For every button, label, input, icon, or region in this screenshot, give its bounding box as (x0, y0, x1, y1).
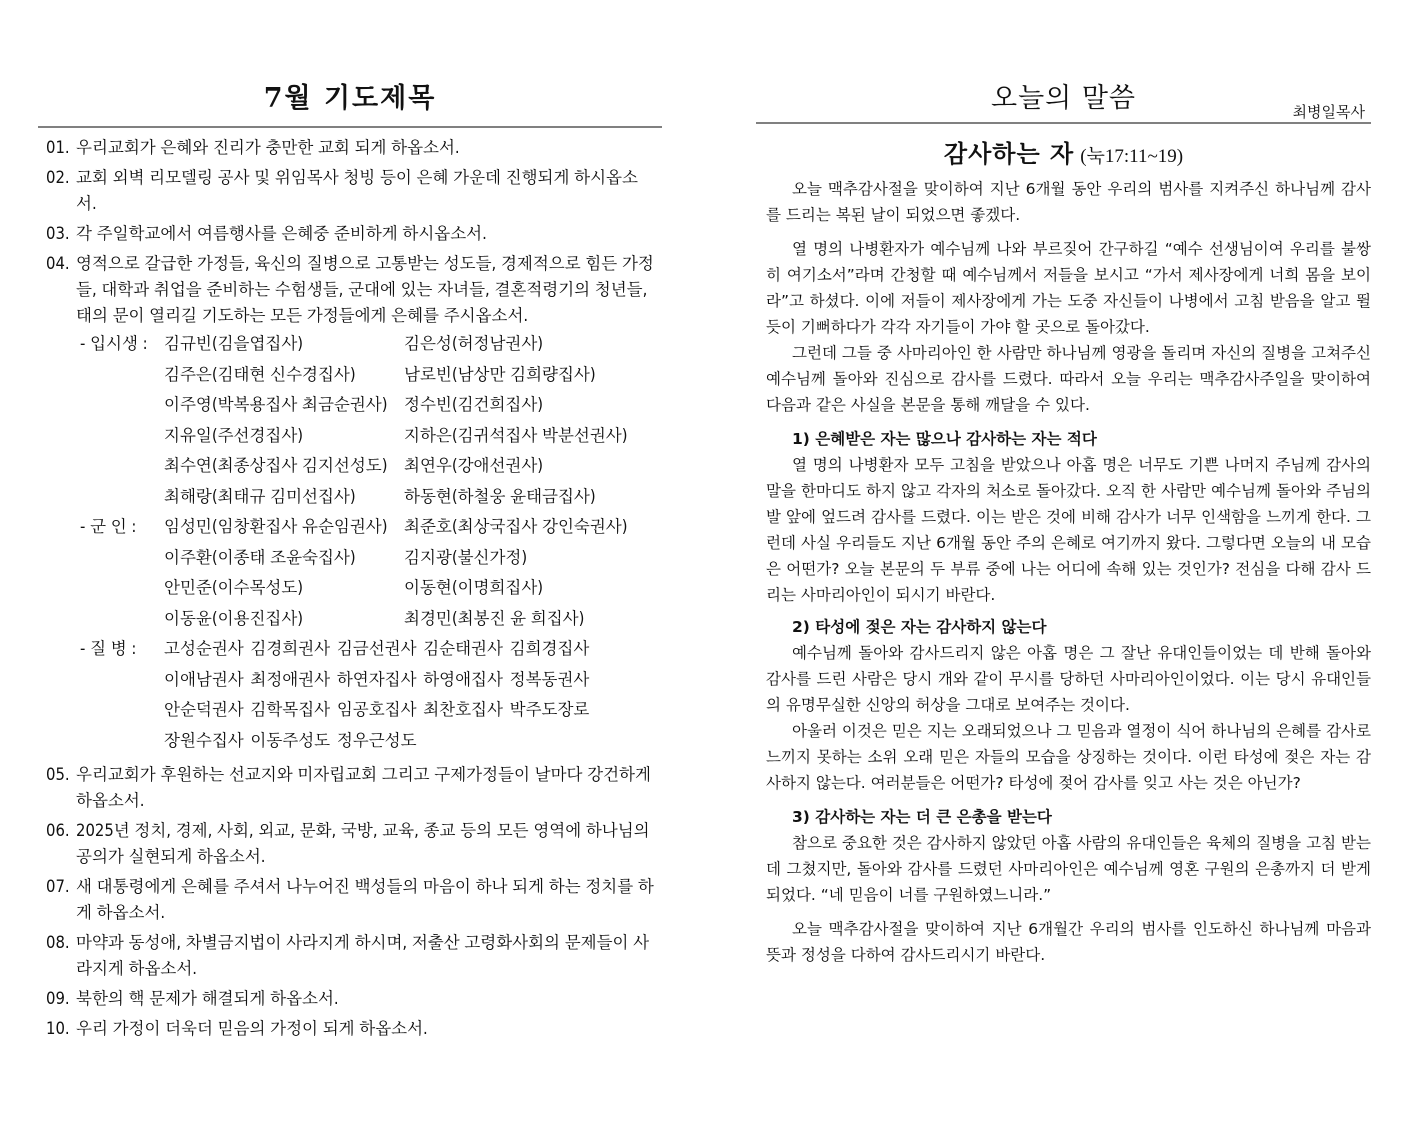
name-row (164, 329, 658, 360)
name-entry: 김주은(김태현 신수경집사) (164, 364, 356, 384)
prayer-text: 새 대통령에게 은혜를 주셔서 나누어진 백성들의 마음이 하나 되게 하는 정치를 하게 하옵소서. (76, 877, 654, 922)
name-entry: 최경민(최봉진 윤 희집사) (404, 608, 585, 628)
point-paragraph: 참으로 중요한 것은 감사하지 않았던 아홉 사람의 유대인들은 육체의 질병을 고침 받는 데 그쳤지만, 돌아와 감사를 드렸던 사마리아인은 예수님께 영혼 구원의 은총까지 더 받게 되었다. “네 믿음이 너를 구원하였느니라.” (766, 834, 1371, 904)
prayer-item (46, 251, 658, 329)
prayer-item (46, 135, 658, 161)
point-heading: 1) 은혜받은 자는 많으나 감사하는 자는 적다 (792, 430, 1097, 448)
prayer-number: 02. (46, 168, 70, 187)
title-divider (756, 122, 1371, 124)
name-row (164, 573, 658, 604)
name-entry: 이동현(이명희집사) (404, 578, 544, 598)
prayer-text: 교회 외벽 리모델링 공사 및 위임목사 청빙 등이 은혜 가운데 진행되게 하시옵소서. (76, 168, 638, 213)
name-entry: 김규빈(김을엽집사) (164, 334, 304, 354)
sermon-author: 최병일목사 (1292, 103, 1365, 121)
prayer-number: 04. (46, 254, 70, 273)
prayer-number: 07. (46, 877, 70, 896)
name-row (164, 451, 658, 482)
prayer-item (46, 165, 658, 217)
name-entry: 지유일(주선경집사) (164, 425, 304, 445)
prayer-text: 2025년 정치, 경제, 사회, 외교, 문화, 국방, 교육, 종교 등의 모든 영역에 하나님의 공의가 실현되게 하옵소서. (76, 821, 650, 866)
name-row (164, 390, 658, 421)
prayer-text: 우리 가정이 더욱더 믿음의 가정이 되게 하옵소서. (76, 1019, 428, 1038)
prayer-text: 마약과 동성애, 차별금지법이 사라지게 하시며, 저출산 고령화사회의 문제들이 사라지게 하옵소서. (76, 933, 650, 978)
prayer-item (46, 818, 658, 870)
sermon-body (766, 176, 1371, 976)
name-entry: 김지광(불신가정) (404, 547, 528, 567)
prayer-number: 01. (46, 138, 70, 157)
prayer-topics-title: 7월 기도제목 (263, 83, 437, 114)
group-label-sick: - 질 병 : (80, 639, 137, 658)
name-row (164, 360, 658, 391)
prayer-number: 05. (46, 765, 70, 784)
point-paragraph: 예수님께 돌아와 감사드리지 않은 아홉 명은 그 잘난 유대인들이었는 데 반해 돌아와 감사를 드린 사람은 당시 개와 같이 무시를 당하던 사마리아인이었다. 이는 당시 유대인들의 유명무실한 신앙의 허상을 그대로 보여주는 것이다. (766, 644, 1371, 714)
sermon-section-title: 오늘의 말씀 (991, 83, 1136, 114)
name-entry: 최준호(최상국집사 강인숙권사) (404, 517, 628, 537)
name-entry: 최해랑(최태규 김미선집사) (164, 486, 356, 506)
prayer-item (46, 986, 658, 1012)
prayer-text: 각 주일학교에서 여름행사를 은혜중 준비하게 하시옵소서. (76, 224, 487, 243)
prayer-item (46, 1016, 658, 1042)
name-entry: 이주영(박복용집사 최금순권사) (164, 395, 388, 415)
name-entry: 남로빈(남상만 김희량집사) (404, 364, 596, 384)
name-row (164, 604, 658, 635)
name-entry: 지하은(김귀석집사 박분선권사) (404, 425, 628, 445)
prayer-text: 우리교회가 후원하는 선교지와 미자립교회 그리고 구제가정들이 날마다 강건하게 하옵소서. (76, 765, 651, 810)
name-row: 장원수집사 이동주성도 정우근성도 (164, 730, 417, 750)
name-row (164, 512, 658, 543)
point-heading: 2) 타성에 젖은 자는 감사하지 않는다 (792, 618, 1047, 636)
prayer-item (46, 221, 658, 247)
students-group (46, 329, 658, 512)
prayer-number: 08. (46, 933, 70, 952)
title-divider (38, 126, 662, 128)
prayer-text: 영적으로 갈급한 가정들, 육신의 질병으로 고통받는 성도들, 경제적으로 힘든 가정들, 대학과 취업을 준비하는 수험생들, 군대에 있는 자녀들, 결혼적령기의 청년들, 태의 문이 열리길 기도하는 모든 가정들에게 은혜를 주시옵소서. (76, 254, 654, 325)
point-heading: 3) 감사하는 자는 더 큰 은총을 받는다 (792, 808, 1052, 826)
name-entry: 최수연(최종상집사 김지선성도) (164, 456, 388, 476)
soldiers-group (46, 512, 658, 634)
name-row: 이애남권사 최정애권사 하연자집사 하영애집사 정복동권사 (164, 669, 590, 689)
name-entry: 안민준(이수목성도) (164, 578, 304, 598)
prayer-number: 03. (46, 224, 70, 243)
name-row: 안순덕권사 김학목집사 임공호집사 최찬호집사 박주도장로 (164, 700, 590, 720)
sick-group (46, 634, 658, 756)
point-paragraph: 아울러 이것은 믿은 지는 오래되었으나 그 믿음과 열정이 식어 하나님의 은혜를 감사로 느끼지 못하는 소위 오래 믿은 자들의 모습을 상징하는 것이다. 이런 타성에 젖은 자는 감사하지 않는다. 여러분들은 어떤가? 타성에 젖어 감사를 잊고 사는 것은 아닌가? (766, 722, 1371, 792)
name-row (164, 543, 658, 574)
name-entry: 이동윤(이용진집사) (164, 608, 304, 628)
group-label-soldiers: - 군 인 : (80, 517, 137, 536)
prayer-number: 06. (46, 821, 70, 840)
point-paragraph: 열 명의 나병환자 모두 고침을 받았으나 아홉 명은 너무도 기쁜 나머지 주님께 감사의 말을 한마디도 하지 않고 각자의 처소로 돌아갔다. 오직 한 사람만 예수님께 돌아와 주님의 발 앞에 엎드려 감사를 드렸다. 이는 받은 것에 비해 감사가 너무 인색함을 느끼게 한다. 그런데 사실 우리들도 지난 6개월 동안 주의 은혜로 여기까지 왔다. 그렇다면 오늘의 내 모습은 어떤가? 오늘 본문의 두 부류 중에 나는 어디에 속해 있는 것인가? 전심을 다해 감사 드리는 사마리아인이 되시기 바란다. (766, 456, 1371, 604)
intro-paragraph: 그런데 그들 중 사마리아인 한 사람만 하나님께 영광을 돌리며 자신의 질병을 고쳐주신 예수님께 돌아와 진심으로 감사를 드렸다. 따라서 오늘 우리는 맥추감사주일을 맞이하여 다음과 같은 사실을 본문을 통해 깨달을 수 있다. (766, 344, 1371, 414)
name-entry: 김은성(허정남권사) (404, 334, 544, 354)
prayer-text: 우리교회가 은혜와 진리가 충만한 교회 되게 하옵소서. (76, 138, 460, 157)
name-entry: 최연우(강애선권사) (404, 456, 544, 476)
prayer-item (46, 930, 658, 982)
name-entry: 하동현(하철웅 윤태금집사) (404, 486, 596, 506)
prayer-item (46, 874, 658, 926)
prayer-list (46, 135, 658, 1046)
sermon-title: 감사하는 자 (943, 140, 1075, 168)
prayer-number: 09. (46, 989, 70, 1008)
group-label-students: - 입시생 : (80, 334, 148, 353)
intro-paragraph: 열 명의 나병환자가 예수님께 나와 부르짖어 간구하길 “예수 선생님이여 우리를 불쌍히 여기소서”라며 간청할 때 예수님께서 저들을 보시고 “가서 제사장에게 너희 몸을 보이라”고 하셨다. 이에 저들이 제사장에게 가는 도중 자신들이 나병에서 고침 받음을 알고 뛸 듯이 기뻐하다가 각각 자기들이 가야 할 곳으로 돌아갔다. (766, 240, 1371, 336)
name-row (164, 482, 658, 513)
prayer-number: 10. (46, 1019, 70, 1038)
sermon-heading (756, 134, 1371, 169)
scripture-reference: (눅17:11~19) (1080, 146, 1184, 167)
name-row (164, 421, 658, 452)
name-row: 고성순권사 김경희권사 김금선권사 김순태권사 김희경집사 (164, 639, 590, 659)
intro-paragraph: 오늘 맥추감사절을 맞이하여 지난 6개월 동안 우리의 범사를 지켜주신 하나님께 감사를 드리는 복된 날이 되었으면 좋겠다. (766, 180, 1371, 224)
prayer-item (46, 762, 658, 814)
closing-paragraph: 오늘 맥추감사절을 맞이하여 지난 6개월간 우리의 범사를 인도하신 하나님께 마음과 뜻과 정성을 다하여 감사드리시기 바란다. (766, 920, 1371, 964)
name-entry: 임성민(임창환집사 유순임권사) (164, 517, 388, 537)
name-entry: 이주환(이종태 조윤숙집사) (164, 547, 356, 567)
prayer-text: 북한의 핵 문제가 해결되게 하옵소서. (76, 989, 339, 1008)
name-entry: 정수빈(김건희집사) (404, 395, 544, 415)
